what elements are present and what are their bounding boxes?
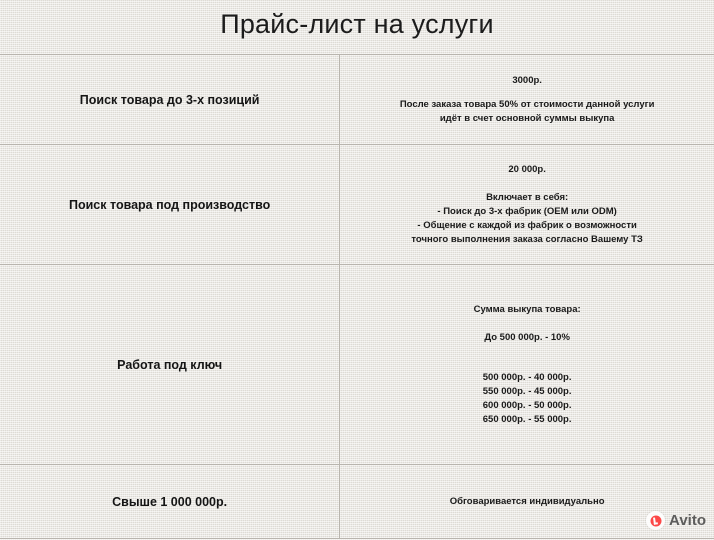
service-detail-cell: [340, 145, 714, 265]
service-name-cell: [0, 465, 340, 539]
includes-label: Включает в себя:: [486, 191, 569, 203]
service-name-cell: [0, 55, 340, 145]
service-note-line: - Поиск до 3-х фабрик (OEM или ODM): [437, 205, 617, 217]
service-name: Поиск товара под производство: [69, 197, 271, 212]
avito-checkmark-icon: [646, 511, 665, 530]
spacer: [358, 88, 696, 98]
page-title: Прайс-лист на услуги: [220, 9, 494, 39]
avito-watermark: [646, 511, 706, 530]
buyout-sum-heading: Сумма выкупа товара:: [473, 303, 581, 315]
service-name: Работа под ключ: [117, 357, 223, 372]
service-note-line: точного выполнения заказа согласно Вашему ТЗ: [411, 233, 643, 245]
service-name: Свыше 1 000 000р.: [112, 494, 228, 509]
service-name-cell: [0, 145, 340, 265]
spacer: [358, 177, 696, 191]
buyout-tier: 600 000р. - 50 000р.: [482, 399, 572, 411]
service-note-line: идёт в счет основной суммы выкупа: [439, 112, 615, 124]
table-row: [0, 55, 714, 145]
watermark-label: Avito: [669, 512, 706, 529]
buyout-first-tier: До 500 000р. - 10%: [484, 331, 570, 343]
service-note-line: После заказа товара 50% от стоимости данной услуги: [399, 98, 655, 110]
buyout-tier: 650 000р. - 55 000р.: [482, 413, 572, 425]
table-row: [0, 145, 714, 265]
service-price: 20 000р.: [508, 163, 546, 175]
service-detail-cell: [340, 265, 714, 465]
buyout-tier: 550 000р. - 45 000р.: [482, 385, 572, 397]
service-note-line: - Общение с каждой из фабрик о возможности: [417, 219, 637, 231]
price-table: [0, 54, 714, 539]
table-row: [0, 465, 714, 539]
service-detail: [340, 66, 714, 134]
service-detail: [340, 295, 714, 435]
spacer: [358, 317, 696, 331]
service-price: 3000р.: [512, 74, 542, 86]
table-row: [0, 265, 714, 465]
service-price: Обговаривается индивидуально: [449, 495, 605, 507]
spacer: [358, 345, 696, 371]
service-name: Поиск товара до 3-х позиций: [79, 92, 260, 107]
service-name-cell: [0, 265, 340, 465]
service-detail: [340, 155, 714, 255]
service-detail-cell: [340, 55, 714, 145]
buyout-tier: 500 000р. - 40 000р.: [482, 371, 572, 383]
